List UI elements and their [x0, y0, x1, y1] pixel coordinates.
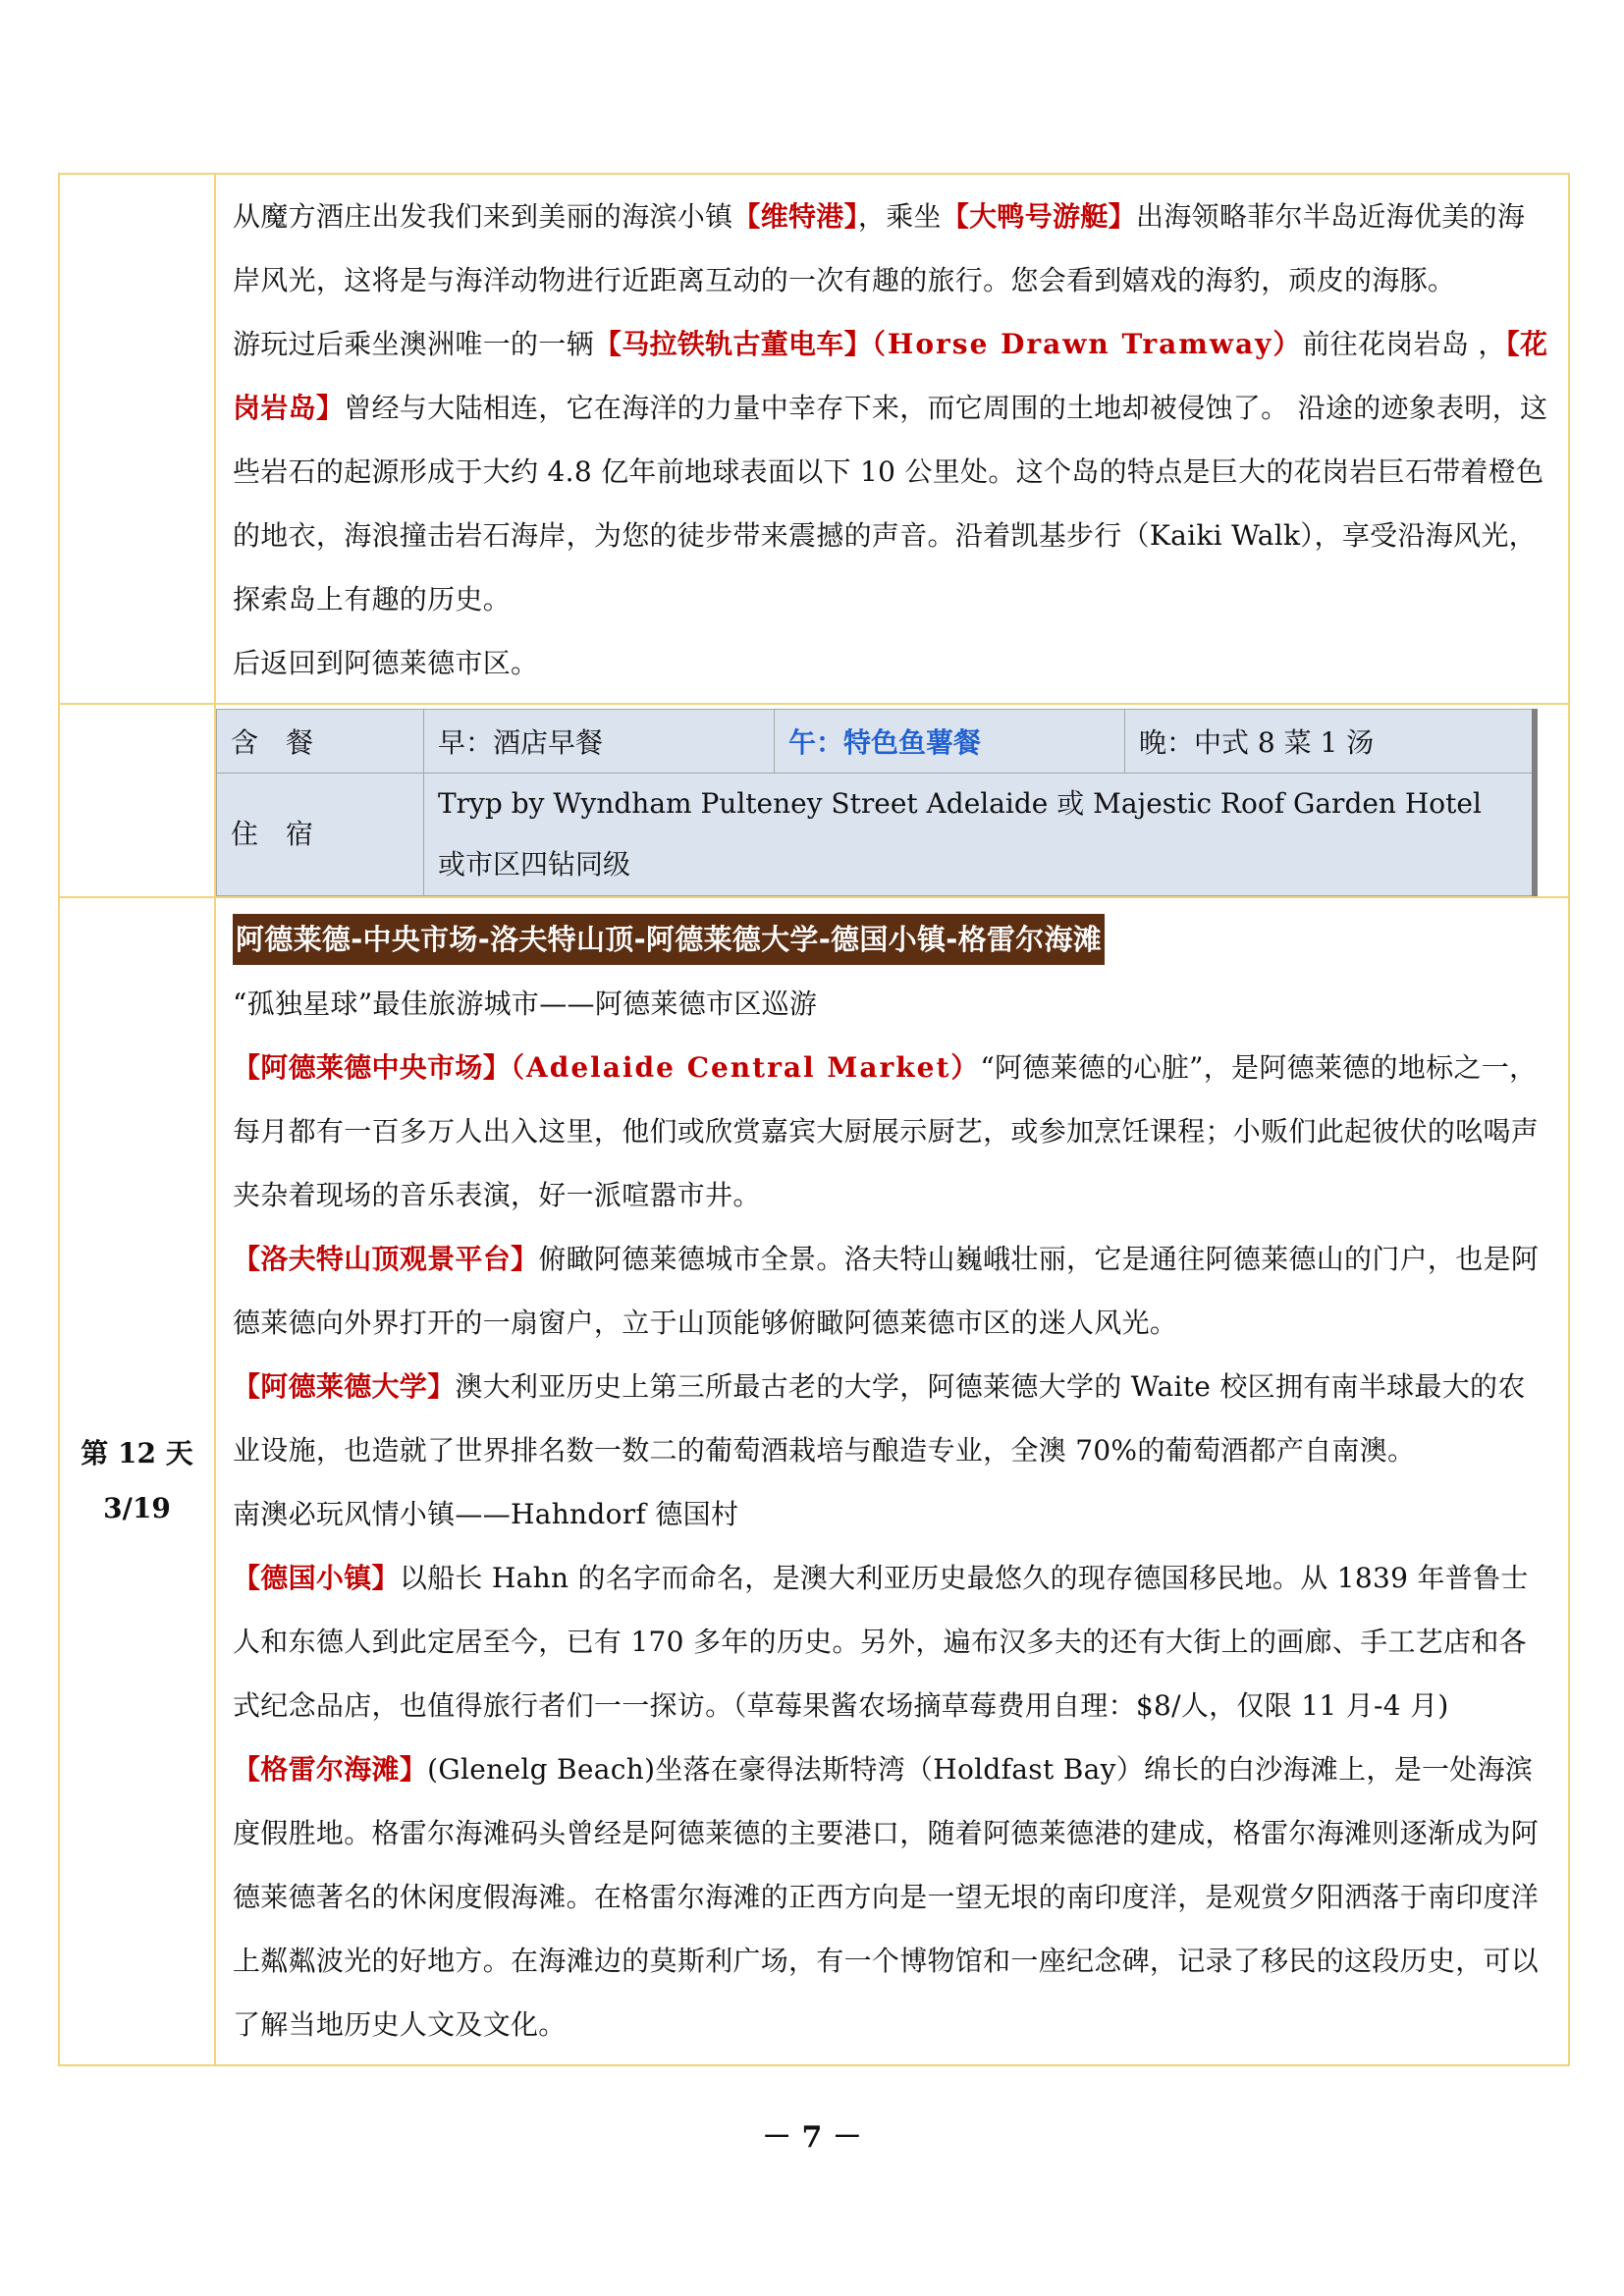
- day11-day-cell: [59, 174, 215, 704]
- hotel-row: [217, 774, 1535, 896]
- day12-paragraph: [233, 1482, 1552, 1546]
- day12-row: [59, 897, 1569, 2065]
- highlight-term: 【维特港】: [732, 200, 858, 233]
- meal-hotel-table: [216, 709, 1538, 896]
- highlight-term: 【格雷尔海滩】: [233, 1753, 428, 1786]
- meal-label: 含 餐: [217, 710, 424, 774]
- day12-label: 第 12 天: [81, 1437, 193, 1469]
- day12-paragraph: [233, 1737, 1552, 2056]
- body-text: “阿德莱德的心脏”，是阿德莱德的地标之一，每月都有一百多万人出入这里，他们或欣赏嘉宾大厨展示厨艺，或参加烹饪课程；小贩们此起彼伏的吆喝声夹杂着现场的音乐表演，好一派喧嚣市井。: [233, 1051, 1540, 1211]
- highlight-term: 【花岗岩岛】: [233, 328, 1548, 424]
- dinner-cell: 晚：中式 8 菜 1 汤: [1125, 710, 1535, 774]
- breakfast-cell: 早：酒店早餐: [424, 710, 775, 774]
- lunch-cell: 午：特色鱼薯餐: [775, 710, 1125, 774]
- english-term: （Horse Drawn Tramway）: [871, 328, 1303, 360]
- day12-paragraph: [233, 972, 1552, 1036]
- highlight-term: 【阿德莱德中央市场】: [233, 1051, 512, 1084]
- day12-description: [216, 898, 1568, 2064]
- body-text: 出海领略菲尔半岛近海优美的海岸风光，这将是与海洋动物进行近距离互动的一次有趣的旅行。您会看到嬉戏的海豹，顽皮的海豚。: [233, 200, 1526, 296]
- body-text: 以船长 Hahn 的名字而命名，是澳大利亚历史最悠久的现存德国移民地。从 1839 年普鲁士人和东德人到此定居至今，已有 170 多年的历史。另外，遍布汉多夫的还有大街上的画廊、手工艺店和各式纪念品店，也值得旅行者们一一探访。（草莓果酱农场摘草莓费用自理：$8/人，仅限 11 月-4 月): [233, 1562, 1529, 1722]
- body-text: 后返回到阿德莱德市区。: [233, 647, 539, 679]
- hotel-cell: Tryp by Wyndham Pulteney Street Adelaide 或 Majestic Roof Garden Hotel 或市区四钻同级: [424, 774, 1535, 896]
- hotel-label: 住 宿: [217, 774, 424, 896]
- highlight-term: 【德国小镇】: [233, 1562, 400, 1594]
- body-text: 澳大利亚历史上第三所最古老的大学，阿德莱德大学的 Waite 校区拥有南半球最大的农业设施，也造就了世界排名数一数二的葡萄酒栽培与酿造专业，全澳 70%的葡萄酒都产自南澳。: [233, 1370, 1526, 1467]
- highlight-term: 【阿德莱德大学】: [233, 1370, 456, 1403]
- day11-activities-row: [59, 174, 1569, 704]
- body-text: 游玩过后乘坐澳洲唯一的一辆: [233, 328, 594, 360]
- highlight-term: 【大鸭号游艇】: [941, 200, 1136, 233]
- day11-meals-row: [59, 704, 1569, 897]
- highlight-term: 【马拉铁轨古董电车】: [593, 328, 872, 360]
- day12-day-cell: [59, 897, 215, 2065]
- body-text: (Glenelg Beach)坐落在豪得法斯特湾（Holdfast Bay）绵长的白沙海滩上，是一处海滨度假胜地。格雷尔海滩码头曾经是阿德莱德的主要港口，随着阿德莱德港的建成，格雷尔海滩则逐渐成为阿德莱德著名的休闲度假海滩。在格雷尔海滩的正西方向是一望无垠的南印度洋，是观赏夕阳洒落于南印度洋上粼粼波光的好地方。在海滩边的莫斯利广场，有一个博物馆和一座纪念碑，记录了移民的这段历史，可以了解当地历史人文及文化。: [233, 1753, 1540, 2041]
- day11-paragraph: [233, 312, 1552, 631]
- body-text: 南澳必玩风情小镇——Hahndorf 德国村: [233, 1498, 739, 1530]
- day12-date: 3/19: [103, 1492, 171, 1524]
- day11-meals-cell: [215, 704, 1569, 897]
- body-text: 曾经与大陆相连，它在海洋的力量中幸存下来，而它周围的土地却被侵蚀了。 沿途的迹象表明，这些岩石的起源形成于大约 4.8 亿年前地球表面以下 10 公里处。这个岛的特点是巨大的花岗岩巨石带着橙色的地衣，海浪撞击岩石海岸，为您的徒步带来震撼的声音。沿着凯基步行（Kaiki Walk），享受沿海风光，探索岛上有趣的历史。: [233, 392, 1548, 615]
- page-number: － 7 －: [762, 2120, 862, 2155]
- day12-paragraph: [233, 1036, 1552, 1227]
- meal-row: [217, 710, 1535, 774]
- day11-paragraph: [233, 631, 1552, 695]
- day12-section-title: 阿德莱德-中央市场-洛夫特山顶-阿德莱德大学-德国小镇-格雷尔海滩: [233, 914, 1105, 965]
- day12-paragraph: [233, 1546, 1552, 1737]
- day11-content-cell: [215, 174, 1569, 704]
- body-text: 俯瞰阿德莱德城市全景。洛夫特山巍峨壮丽，它是通往阿德莱德山的门户，也是阿德莱德向外界打开的一扇窗户，立于山顶能够俯瞰阿德莱德市区的迷人风光。: [233, 1243, 1540, 1339]
- body-text: “孤独星球”最佳旅游城市——阿德莱德市区巡游: [233, 988, 818, 1020]
- body-text: 从魔方酒庄出发我们来到美丽的海滨小镇: [233, 200, 733, 233]
- itinerary-table: [58, 173, 1570, 2066]
- english-term: （Adelaide Central Market）: [511, 1051, 981, 1084]
- body-text: ，乘坐: [857, 200, 942, 233]
- day12-content-cell: [215, 897, 1569, 2065]
- day12-paragraph: [233, 1355, 1552, 1482]
- day11-meals-day-cell: [59, 704, 215, 897]
- day11-paragraph: [233, 185, 1552, 312]
- day12-paragraph: [233, 1227, 1552, 1355]
- body-text: 前往花岗岩岛 ，: [1302, 328, 1506, 360]
- highlight-term: 【洛夫特山顶观景平台】: [233, 1243, 539, 1275]
- day11-description: [216, 175, 1568, 703]
